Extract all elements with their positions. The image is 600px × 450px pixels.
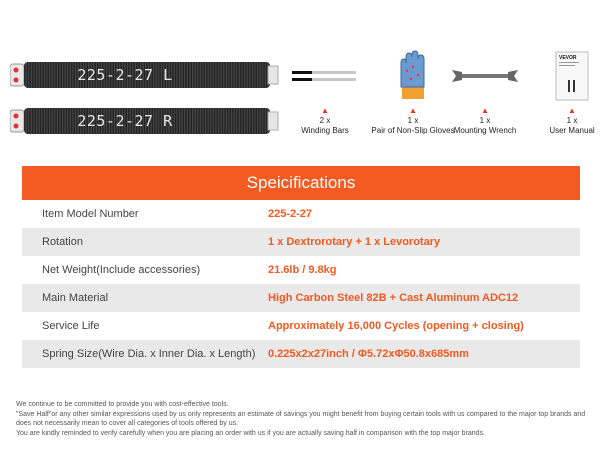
spec-row-service-life: [22, 312, 580, 340]
spec-value: High Carbon Steel 82B + Cast Aluminum ADC12: [268, 292, 519, 304]
marker-icon: ▲: [409, 106, 417, 115]
spec-row-material: [22, 284, 580, 312]
spec-value: 0.225x2x27inch / Φ5.72xΦ50.8x685mm: [268, 348, 469, 360]
spec-value: 21.6lb / 9.8kg: [268, 264, 337, 276]
accessory-name: Winding Bars: [301, 126, 349, 135]
accessory-manual: [527, 48, 600, 136]
product-contents: [0, 0, 600, 160]
spring-right: [10, 106, 280, 136]
marker-icon: ▲: [321, 106, 329, 115]
marker-icon: ▲: [481, 106, 489, 115]
spec-key: Spring Size(Wire Dia. x Inner Dia. x Length): [42, 348, 256, 360]
spec-key: Service Life: [42, 320, 100, 332]
spec-row-model: [22, 200, 580, 228]
accessory-name: Mounting Wrench: [453, 126, 517, 135]
spec-value: Approximately 16,000 Cycles (opening + closing): [268, 320, 524, 332]
spec-key: Rotation: [42, 236, 83, 248]
spec-row-weight: [22, 256, 580, 284]
marker-icon: ▲: [568, 106, 576, 115]
spec-value: 1 x Dextrorotary + 1 x Levorotary: [268, 236, 441, 248]
spec-value: 225-2-27: [268, 208, 313, 220]
spec-key: Net Weight(Include accessories): [42, 264, 201, 276]
disclaimer-line: We continue to be committed to provide you with cost-effective tools.: [16, 401, 229, 408]
accessory-winding-bars: [280, 48, 370, 136]
specifications-title: Speicifications: [22, 166, 580, 200]
wrench-icon: [450, 66, 520, 86]
manual-icon: [554, 50, 590, 102]
accessory-name: User Manual: [549, 126, 595, 135]
gloves-icon: [393, 49, 433, 103]
spec-row-rotation: [22, 228, 580, 256]
specifications-table: [22, 166, 580, 368]
disclaimer-line: You are kindly reminded to verify carefully when you are placing an order with us if you are actually saving half in comparison with the top major brands.: [16, 429, 485, 437]
spec-key: Item Model Number: [42, 208, 139, 220]
springs-image: [10, 58, 280, 142]
accessory-name: Pair of Non-Slip Gloves: [371, 126, 455, 135]
accessory-qty: 1 x: [407, 116, 419, 125]
spec-row-spring-size: [22, 340, 580, 368]
accessory-qty: 1 x: [566, 116, 578, 125]
spring-label: 225-2-27 L: [77, 66, 173, 84]
spec-key: Main Material: [42, 292, 109, 304]
spring-label: 225-2-27 R: [77, 112, 173, 130]
disclaimer-line: "Save Half"or any other similar expressions used by us only represents an estimate of savings you might benefit from buying certain tools with us compared to the major top brands and does not necessarily mean to cover all categories of tools offered by us.: [16, 410, 586, 427]
manual-brand: VEVOR: [559, 55, 577, 61]
accessory-qty: 1 x: [479, 116, 491, 125]
accessory-wrench: [440, 48, 530, 136]
accessory-qty: 2 x: [319, 116, 331, 125]
winding-bars-icon: [290, 66, 360, 86]
spring-left: [10, 60, 280, 90]
disclaimer: [16, 400, 586, 438]
